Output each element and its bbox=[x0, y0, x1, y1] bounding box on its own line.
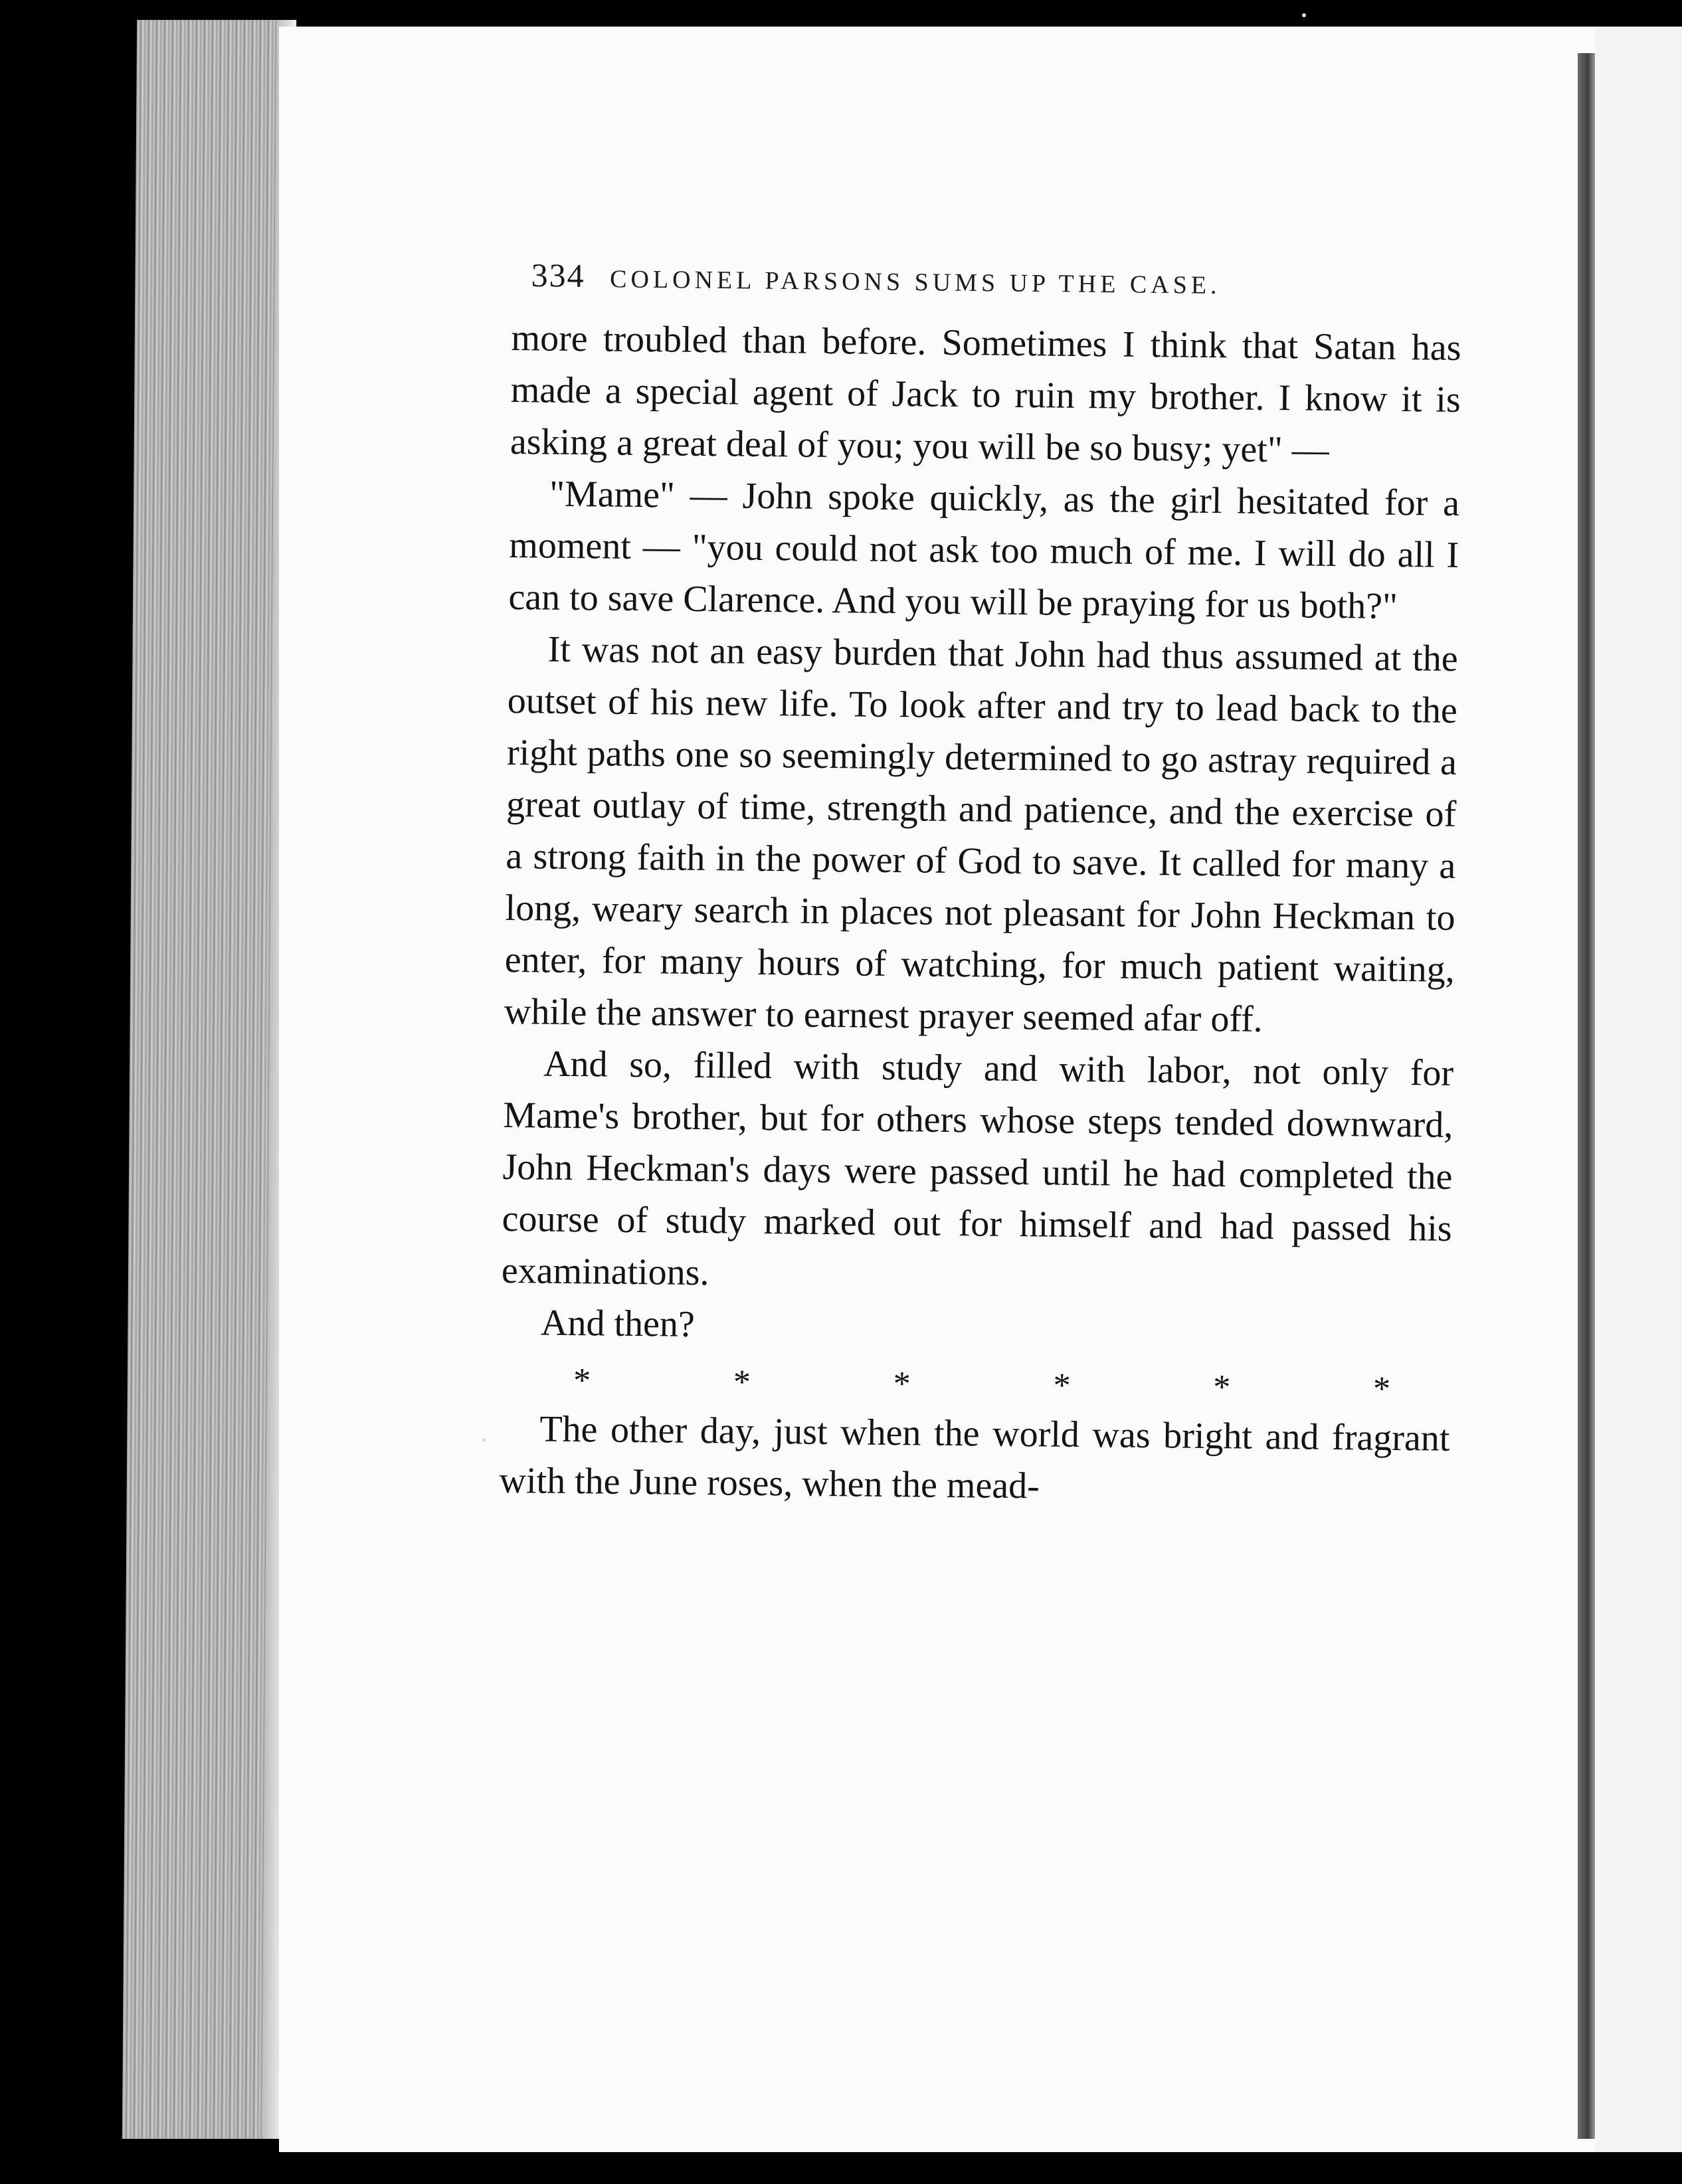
separator-star: * bbox=[1372, 1370, 1391, 1408]
paragraph: And so, filled with study and with labor, not only for Mame's brother, but for others whose steps tended downward, John Heckman's days were passed until he had completed the course of study marked out for himself and had passed his examinations. bbox=[501, 1043, 1454, 1294]
separator-star: * bbox=[733, 1363, 751, 1402]
body-text bbox=[499, 312, 1461, 1516]
dust-speck bbox=[482, 1438, 486, 1442]
separator-star: * bbox=[1212, 1368, 1231, 1407]
separator-star: * bbox=[573, 1362, 591, 1400]
paragraph: And then? bbox=[540, 1302, 696, 1345]
page-number: 334 bbox=[531, 256, 585, 294]
paragraph: It was not an easy burden that John had thus assumed at the outset of his new life. To look after and try to lead back to the right paths one so seemingly determined to go astray required a great outlay of time, strength and patience, and the exercise of a strong faith in the power of God to save. It called for many a long, weary search in places not pleasant for John Heckman to enter, for many hours of watching, for much patient waiting, while the answer to earnest prayer seemed afar off. bbox=[504, 628, 1458, 1040]
book-gutter bbox=[1578, 53, 1595, 2139]
running-head bbox=[531, 256, 1422, 312]
separator-star: * bbox=[1053, 1366, 1071, 1405]
paragraph: The other day, just when the world was bright and fragrant with the June roses, when the mead- bbox=[499, 1408, 1450, 1507]
dust-speck bbox=[1302, 13, 1306, 17]
chapter-running-title: COLONEL PARSONS SUMS UP THE CASE. bbox=[609, 265, 1221, 300]
facing-page-edge bbox=[1595, 27, 1682, 2152]
paragraph: "Mame" — John spoke quickly, as the girl hesitated for a moment — "you could not ask too much of me. I will do all I can to save Clarence. And you will be praying for us both?" bbox=[508, 473, 1460, 627]
paragraph: more troubled than before. Sometimes I think that Satan has made a special agent of Jack to ruin my brother. I know it is asking a great deal of you; you will be so busy; yet" — bbox=[510, 317, 1461, 471]
section-separator bbox=[500, 1348, 1451, 1413]
separator-star: * bbox=[893, 1365, 911, 1404]
page-edges bbox=[122, 20, 296, 2139]
